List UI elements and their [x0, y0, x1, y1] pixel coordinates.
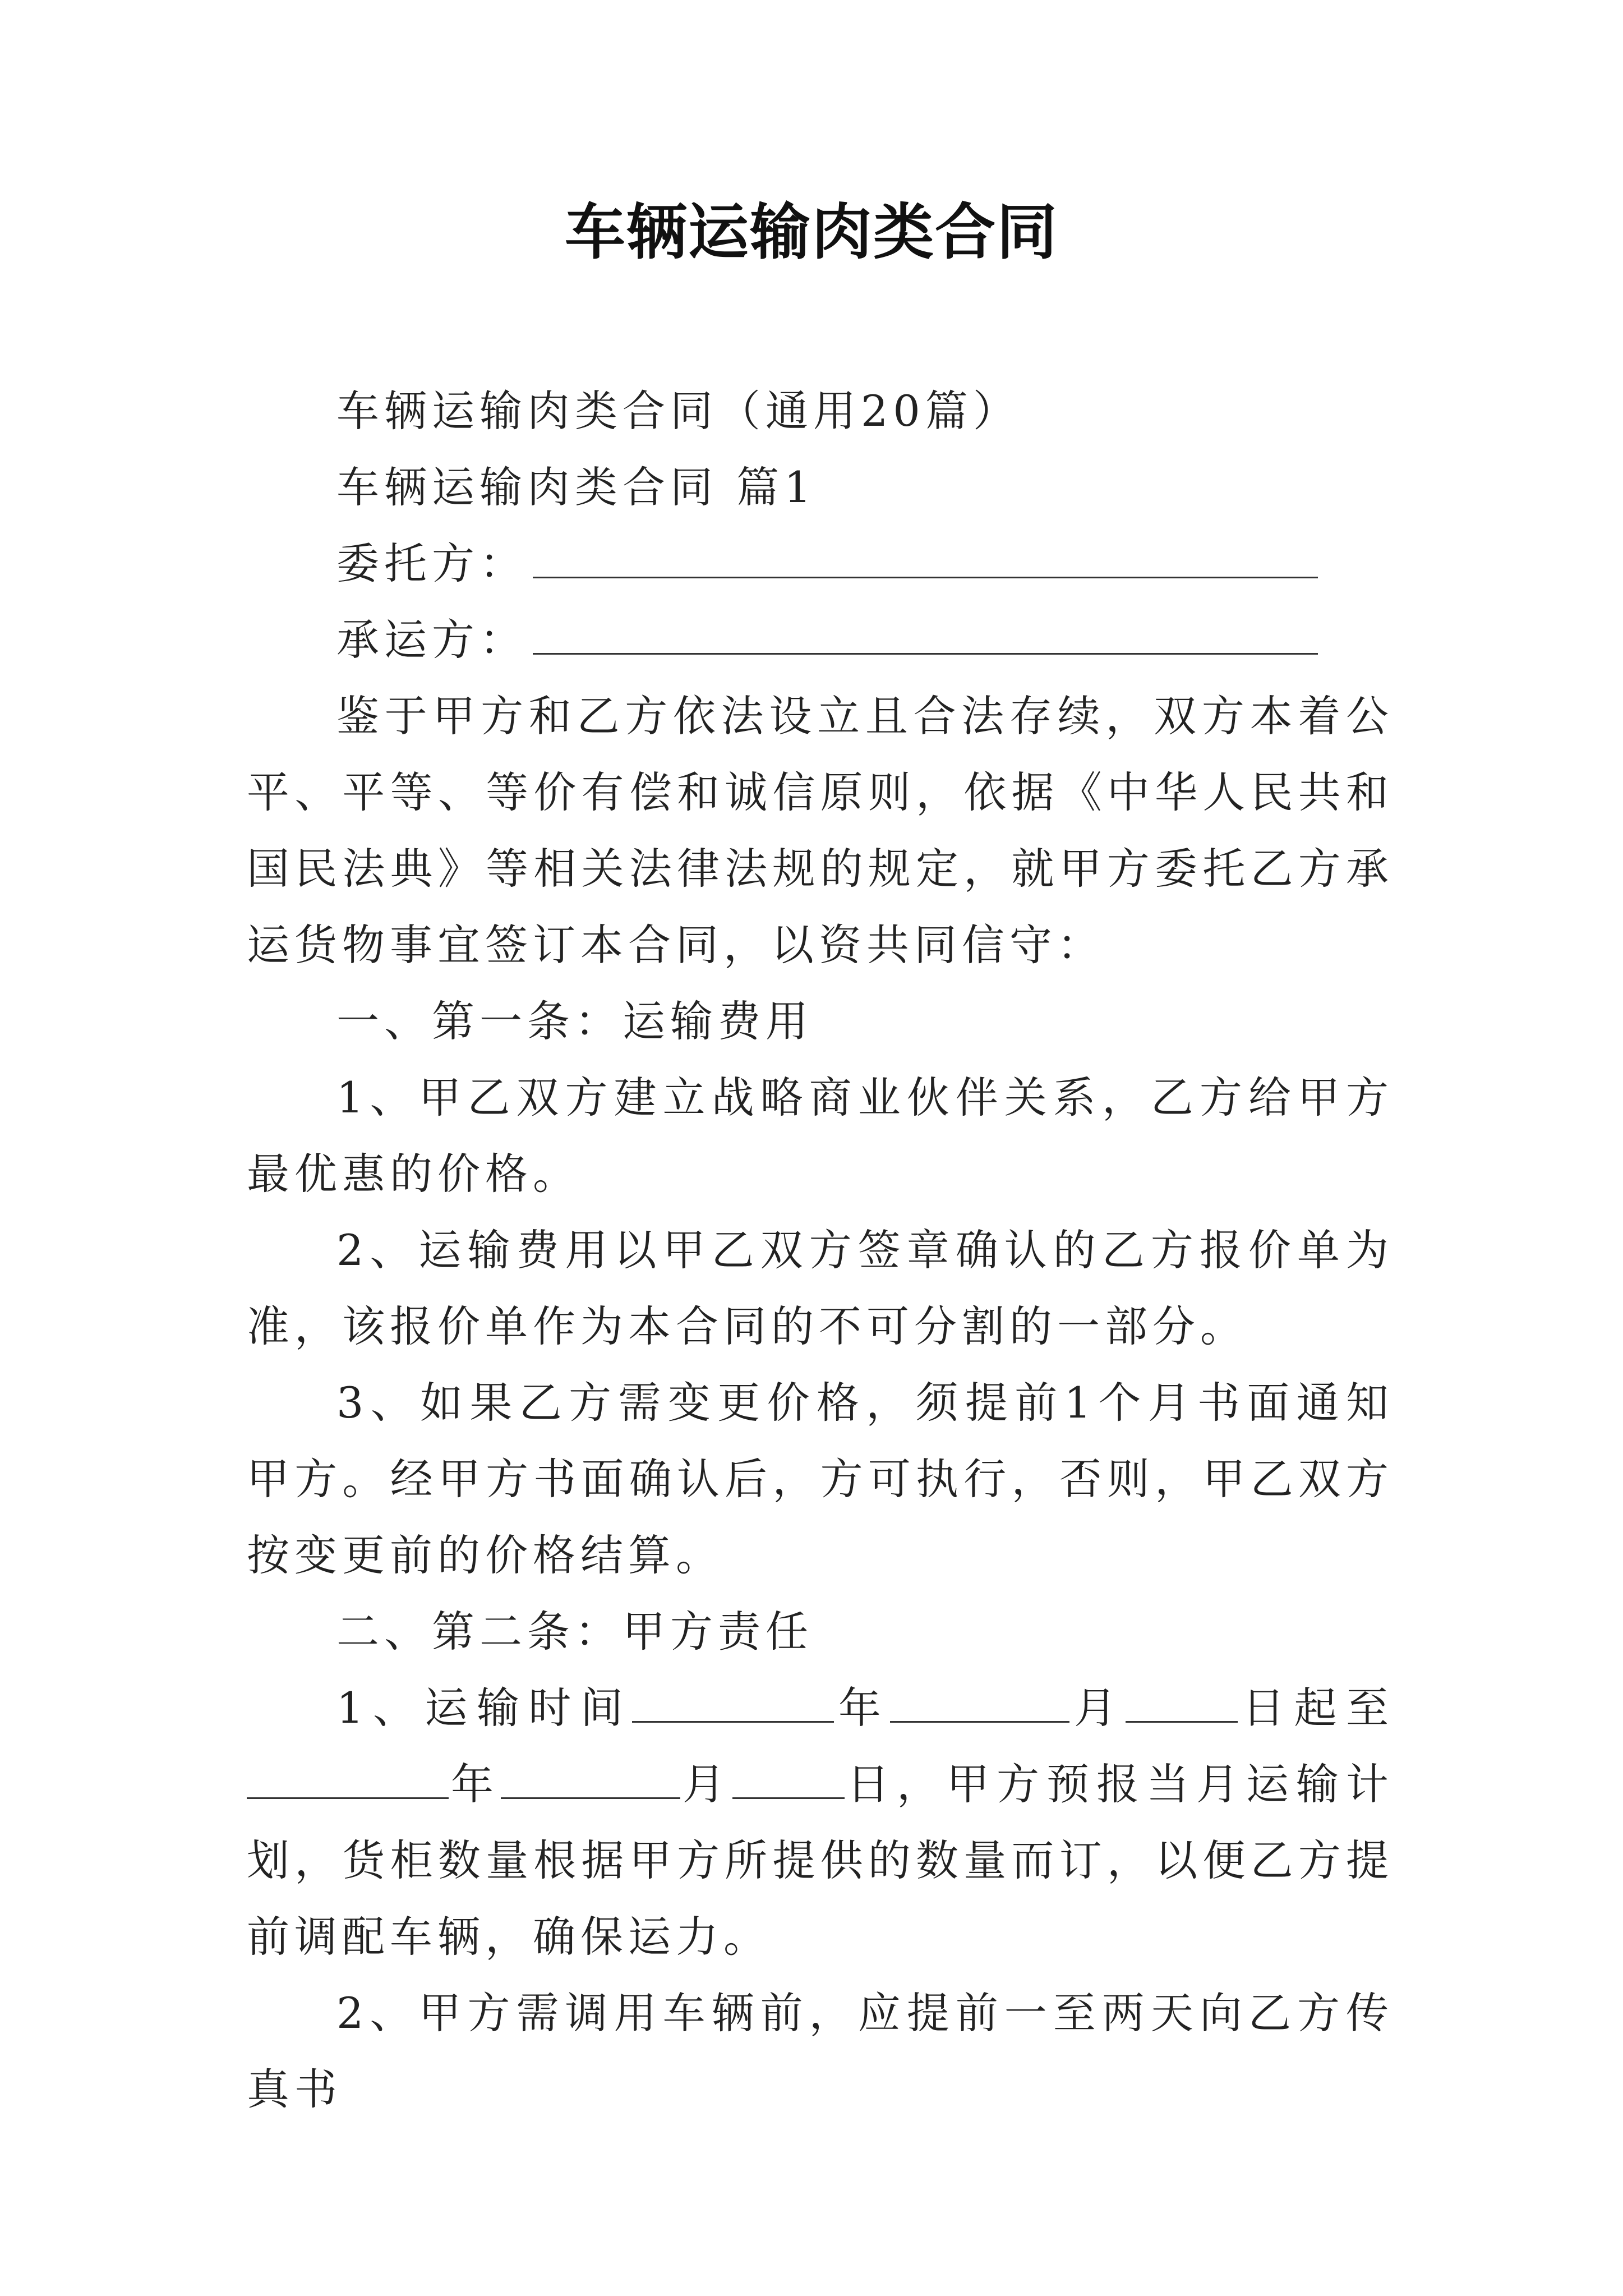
carrier-blank [533, 616, 1318, 655]
end-year-blank [247, 1760, 449, 1799]
section1-heading: 一、第一条：运输费用 [336, 996, 813, 1046]
year-label: 年 [834, 1683, 891, 1733]
client-line [247, 526, 1394, 602]
section1-item3: 3、如果乙方需变更价格，须提前1个月书面通知甲方。经甲方书面确认后，方可执行，否则，甲乙双方按变更前的价格结算。 [247, 1378, 1394, 1580]
carrier-line [247, 602, 1394, 678]
section1-item1: 1、甲乙双方建立战略商业伙伴关系，乙方给甲方最优惠的价格。 [247, 1073, 1394, 1199]
preamble-paragraph: 鉴于甲方和乙方依法设立且合法存续，双方本着公平、平等、等价有偿和诚信原则，依据《中华人民共和国民法典》等相关法律法规的规定，就甲方委托乙方承运货物事宜签订本合同，以资共同信守： [247, 691, 1394, 970]
day-from-label: 日起至 [1238, 1683, 1394, 1733]
end-day-blank [732, 1760, 845, 1799]
end-month-label: 月 [680, 1759, 732, 1809]
client-label: 委托方： [336, 539, 527, 588]
start-day-blank [1126, 1684, 1238, 1723]
chapter-heading: 车辆运输肉类合同 篇1 [336, 462, 817, 512]
subtitle-line: 车辆运输肉类合同（通用20篇） [336, 386, 1021, 436]
section2-item1 [247, 1670, 1394, 1975]
end-month-blank [501, 1760, 680, 1799]
section1-item2: 2、运输费用以甲乙双方签章确认的乙方报价单为准，该报价单作为本合同的不可分割的一部分。 [247, 1225, 1394, 1351]
start-year-blank [632, 1684, 834, 1723]
document-title: 车辆运输肉类合同 [564, 197, 1058, 268]
end-day-label: 日 [845, 1759, 897, 1809]
document-body [247, 373, 1394, 2128]
section2-item2: 2、甲方需调用车辆前，应提前一至两天向乙方传真书 [247, 1988, 1394, 2114]
month-label: 月 [1069, 1683, 1126, 1733]
client-blank [533, 540, 1318, 578]
carrier-label: 承运方： [336, 615, 527, 665]
section2-item1-rest: ，甲方预报当月运输计划，货柜数量根据甲方所提供的数量而订，以便乙方提前调配车辆，确保运力。 [247, 1759, 1394, 1962]
end-year-label: 年 [449, 1759, 501, 1809]
section2-heading: 二、第二条：甲方责任 [336, 1607, 813, 1657]
start-month-blank [890, 1684, 1069, 1723]
section2-item1-lead: 1、运输时间 [336, 1683, 633, 1733]
